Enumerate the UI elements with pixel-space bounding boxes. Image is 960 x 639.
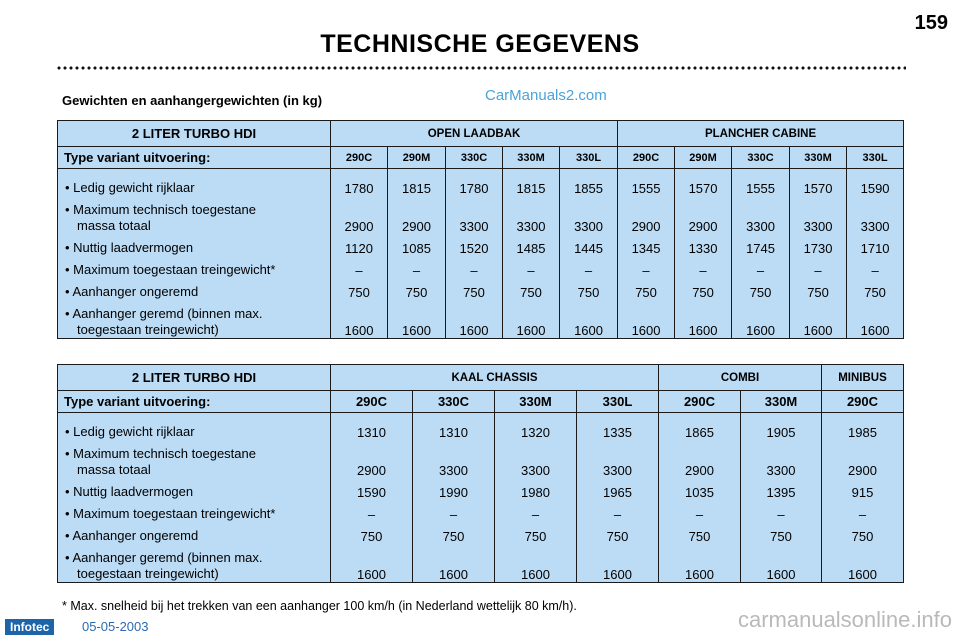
cell-value: 1905 — [766, 425, 796, 440]
cell-value: 1600 — [766, 567, 796, 582]
cell-value: 750 — [851, 529, 874, 544]
row-label — [65, 234, 330, 256]
cell-value: 2900 — [344, 219, 374, 234]
row-label-line: • Ledig gewicht rijklaar — [65, 424, 195, 439]
cell-value: 3300 — [574, 219, 603, 234]
cell-value: 1310 — [357, 425, 386, 440]
cell-value: 1710 — [860, 241, 890, 256]
footer-date: 05-05-2003 — [82, 619, 149, 634]
variant-values-column — [847, 169, 904, 339]
variant-header: 290C — [659, 391, 741, 413]
section-subtitle: Gewichten en aanhangergewichten (in kg) — [62, 93, 323, 108]
variant-values-column — [790, 169, 847, 339]
row-label-line: • Maximum toegestaan treingewicht* — [65, 262, 276, 277]
cell-value: 1855 — [574, 181, 603, 196]
variant-header: 330L — [560, 147, 618, 169]
cell-value: 750 — [524, 529, 547, 544]
row-label-line: • Aanhanger geremd (binnen max. — [65, 550, 263, 565]
footnote: * Max. snelheid bij het trekken van een aanhanger 100 km/h (in Nederland wettelijk 80 km/h). — [62, 599, 577, 613]
cell-value: – — [527, 263, 535, 278]
variant-header: 330C — [413, 391, 495, 413]
cell-value: 750 — [405, 285, 428, 300]
cell-value: 1345 — [631, 241, 661, 256]
variant-header: 330C — [732, 147, 790, 169]
row-label-line: • Maximum technisch toegestane — [65, 446, 256, 461]
cell-value: 3300 — [459, 219, 489, 234]
row-label-line: • Ledig gewicht rijklaar — [65, 180, 195, 195]
variant-header: 290C — [331, 391, 413, 413]
cell-value: 2900 — [402, 219, 431, 234]
cell-value: 750 — [807, 285, 829, 300]
row-label — [65, 300, 330, 338]
cell-value: 1600 — [439, 567, 468, 582]
variant-values-column — [822, 413, 904, 583]
group-header: PLANCHER CABINE — [618, 121, 904, 147]
cell-value: 2900 — [688, 219, 718, 234]
cell-value: – — [777, 507, 785, 522]
variant-values-column — [503, 169, 560, 339]
page-title: TECHNISCHE GEGEVENS — [320, 30, 640, 58]
variant-header: 330M — [495, 391, 577, 413]
variant-values-column — [741, 413, 822, 583]
cell-value: 1815 — [516, 181, 546, 196]
variant-values-column — [331, 413, 413, 583]
cell-value: 1600 — [516, 323, 546, 338]
cell-value: 3300 — [521, 463, 550, 478]
row-label — [65, 440, 330, 478]
cell-value: 1600 — [860, 323, 890, 338]
cell-value: 1600 — [357, 567, 386, 582]
variant-header: 290C — [618, 147, 675, 169]
weights-table-kaal-chassis — [57, 364, 904, 583]
cell-value: 750 — [463, 285, 485, 300]
cell-value: 1310 — [439, 425, 468, 440]
dotted-divider — [56, 65, 906, 71]
cell-value: – — [699, 263, 707, 278]
variant-values-column — [618, 169, 675, 339]
cell-value: 1600 — [848, 567, 877, 582]
cell-value: 3300 — [766, 463, 796, 478]
cell-value: 1600 — [459, 323, 489, 338]
row-label — [65, 478, 330, 500]
cell-value: – — [412, 263, 421, 278]
cell-value: 1395 — [766, 485, 796, 500]
cell-value: 1780 — [344, 181, 374, 196]
variant-header: 290C — [331, 147, 388, 169]
row-label-line: massa totaal — [77, 218, 151, 233]
cell-value: – — [613, 507, 622, 522]
variant-values-column — [331, 169, 388, 339]
cell-value: 1120 — [345, 241, 373, 256]
cell-value: 750 — [635, 285, 657, 300]
cell-value: 1990 — [439, 485, 468, 500]
cell-value: 1600 — [603, 567, 632, 582]
cell-value: 750 — [520, 285, 542, 300]
cell-value: 1335 — [603, 425, 632, 440]
variant-values-column — [446, 169, 503, 339]
row-label — [65, 500, 330, 522]
row-labels — [58, 413, 331, 583]
row-label-line: • Aanhanger geremd (binnen max. — [65, 306, 263, 321]
cell-value: 750 — [688, 529, 711, 544]
cell-value: 2900 — [848, 463, 877, 478]
variant-header: 290M — [388, 147, 446, 169]
group-header: MINIBUS — [822, 365, 904, 391]
cell-value: 1445 — [574, 241, 603, 256]
cell-value: 2900 — [631, 219, 661, 234]
cell-value: – — [355, 263, 363, 278]
variant-header: 330M — [790, 147, 847, 169]
cell-value: – — [871, 263, 879, 278]
variant-values-column — [732, 169, 790, 339]
cell-value: 750 — [348, 285, 370, 300]
group-header: KAAL CHASSIS — [331, 365, 659, 391]
variant-header: 290M — [675, 147, 732, 169]
table-heading: 2 LITER TURBO HDI — [58, 365, 331, 391]
cell-value: 750 — [749, 285, 772, 300]
variant-header: 330L — [577, 391, 659, 413]
variant-values-column — [388, 169, 446, 339]
type-variant-label: Type variant uitvoering: — [58, 147, 331, 169]
footer-site-watermark: carmanualsonline.info — [737, 607, 952, 632]
cell-value: – — [858, 507, 867, 522]
cell-value: – — [470, 263, 478, 278]
cell-value: 1555 — [746, 181, 775, 196]
footer-logo: Infotec — [5, 619, 54, 635]
cell-value: 750 — [770, 529, 792, 544]
cell-value: – — [642, 263, 650, 278]
page-number: 159 — [914, 12, 948, 34]
cell-value: 3300 — [746, 219, 775, 234]
row-label-line: • Nuttig laadvermogen — [65, 484, 194, 499]
row-label — [65, 522, 330, 544]
cell-value: 2900 — [357, 463, 386, 478]
variant-values-column — [659, 413, 741, 583]
row-label-line: • Aanhanger ongeremd — [65, 528, 199, 543]
cell-value: 3300 — [516, 219, 546, 234]
cell-value: 750 — [606, 529, 629, 544]
watermark-text: CarManuals2.com — [485, 87, 607, 104]
table-heading: 2 LITER TURBO HDI — [58, 121, 331, 147]
row-label — [65, 196, 330, 234]
variant-values-column — [577, 413, 659, 583]
row-labels — [58, 169, 331, 339]
row-label — [65, 278, 330, 300]
cell-value: – — [531, 507, 540, 522]
cell-value: 750 — [864, 285, 886, 300]
cell-value: 3300 — [439, 463, 468, 478]
cell-value: 1520 — [459, 241, 489, 256]
variant-header: 290C — [822, 391, 904, 413]
cell-value: 1485 — [516, 241, 546, 256]
cell-value: 750 — [577, 285, 600, 300]
cell-value: 1600 — [803, 323, 833, 338]
cell-value: 1600 — [746, 323, 775, 338]
cell-value: 1600 — [688, 323, 718, 338]
cell-value: 1780 — [459, 181, 489, 196]
cell-value: 1600 — [631, 323, 661, 338]
cell-value: 1590 — [357, 485, 386, 500]
variant-header: 330L — [847, 147, 904, 169]
cell-value: 1865 — [685, 425, 714, 440]
variant-header: 330C — [446, 147, 503, 169]
row-label-line: • Nuttig laadvermogen — [65, 240, 194, 255]
row-label — [65, 174, 330, 196]
row-label — [65, 256, 330, 278]
cell-value: 1570 — [688, 181, 718, 196]
variant-header: 330M — [741, 391, 822, 413]
cell-value: 750 — [692, 285, 714, 300]
cell-value: 750 — [442, 529, 465, 544]
cell-value: 1085 — [402, 241, 431, 256]
cell-value: – — [449, 507, 458, 522]
cell-value: – — [367, 507, 376, 522]
row-label — [65, 544, 330, 582]
cell-value: 1600 — [685, 567, 714, 582]
row-label-line: • Maximum toegestaan treingewicht* — [65, 506, 276, 521]
cell-value: 3300 — [603, 463, 632, 478]
row-label-line: massa totaal — [77, 462, 151, 477]
cell-value: 1555 — [631, 181, 661, 196]
cell-value: 1965 — [603, 485, 632, 500]
cell-value: 2900 — [685, 463, 714, 478]
cell-value: 1815 — [402, 181, 431, 196]
row-label — [65, 418, 330, 440]
cell-value: 1730 — [803, 241, 833, 256]
cell-value: – — [584, 263, 593, 278]
cell-value: 1600 — [402, 323, 431, 338]
cell-value: 1600 — [344, 323, 374, 338]
weights-table-open-laadbak — [57, 120, 904, 339]
variant-header: 330M — [503, 147, 560, 169]
cell-value: 1570 — [803, 181, 833, 196]
variant-values-column — [560, 169, 618, 339]
cell-value: 3300 — [860, 219, 890, 234]
variant-values-column — [413, 413, 495, 583]
cell-value: 1600 — [574, 323, 603, 338]
row-label-line: toegestaan treingewicht) — [77, 566, 219, 581]
cell-value: – — [814, 263, 822, 278]
cell-value: 3300 — [803, 219, 833, 234]
cell-value: 1590 — [860, 181, 890, 196]
cell-value: 1035 — [685, 485, 714, 500]
cell-value: 1600 — [521, 567, 550, 582]
cell-value: 1330 — [688, 241, 718, 256]
cell-value: – — [695, 507, 704, 522]
cell-value: 1980 — [521, 485, 550, 500]
cell-value: – — [756, 263, 765, 278]
variant-values-column — [675, 169, 732, 339]
group-header: COMBI — [659, 365, 822, 391]
row-label-line: • Maximum technisch toegestane — [65, 202, 256, 217]
group-header: OPEN LAADBAK — [331, 121, 618, 147]
row-label-line: • Aanhanger ongeremd — [65, 284, 199, 299]
cell-value: 750 — [360, 529, 383, 544]
cell-value: 1320 — [521, 425, 550, 440]
variant-values-column — [495, 413, 577, 583]
cell-value: 1745 — [746, 241, 775, 256]
row-label-line: toegestaan treingewicht) — [77, 322, 219, 337]
cell-value: 1985 — [848, 425, 877, 440]
type-variant-label: Type variant uitvoering: — [58, 391, 331, 413]
cell-value: 915 — [851, 485, 874, 500]
